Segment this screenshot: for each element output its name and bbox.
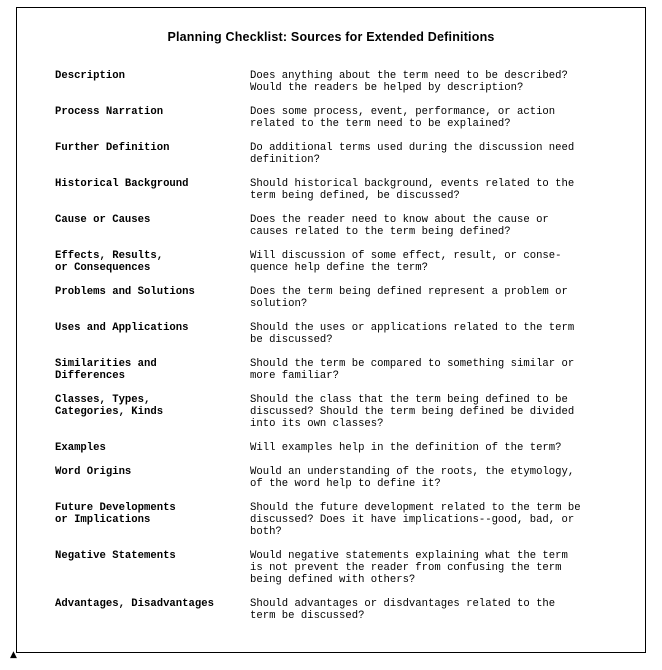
checklist-term: Cause or Causes <box>55 214 151 226</box>
checklist-question: Will examples help in the definition of the term? <box>250 442 562 454</box>
checklist-question: Would negative statements explaining what the term is not prevent the reader from confusing the term being defined with others? <box>250 550 568 586</box>
checklist-question: Should the term be compared to something similar or more familiar? <box>250 358 575 382</box>
checklist-term: Examples <box>55 442 106 454</box>
page-title: Planning Checklist: Sources for Extended Definitions <box>167 30 495 44</box>
checklist-row <box>55 442 645 454</box>
checklist-question: Should the uses or applications related to the term be discussed? <box>250 322 575 346</box>
checklist-question: Does some process, event, performance, or action related to the term need to be explained? <box>250 106 556 130</box>
corner-triangle-icon: ▲ <box>10 650 17 660</box>
checklist-question: Will discussion of some effect, result, or conse- quence help define the term? <box>250 250 562 274</box>
checklist-question: Would an understanding of the roots, the etymology, of the word help to define it? <box>250 466 575 490</box>
checklist-term: Similarities and Differences <box>55 358 157 382</box>
checklist-question: Should advantages or disdvantages related to the term be discussed? <box>250 598 556 622</box>
checklist-question: Should the class that the term being defined to be discussed? Should the term being defined be divided into its own classes? <box>250 394 575 430</box>
checklist-row <box>55 70 645 94</box>
checklist <box>55 70 645 634</box>
checklist-term: Further Definition <box>55 142 170 154</box>
checklist-term: Classes, Types, Categories, Kinds <box>55 394 164 418</box>
checklist-row <box>55 250 645 274</box>
checklist-term: Description <box>55 70 125 82</box>
checklist-row <box>55 358 645 382</box>
checklist-term: Negative Statements <box>55 550 176 562</box>
checklist-term: Problems and Solutions <box>55 286 195 298</box>
checklist-question: Does anything about the term need to be described? Would the readers be helped by description? <box>250 70 568 94</box>
checklist-row <box>55 214 645 238</box>
checklist-question: Do additional terms used during the discussion need definition? <box>250 142 575 166</box>
checklist-row <box>55 502 645 538</box>
checklist-term: Advantages, Disadvantages <box>55 598 214 610</box>
checklist-question: Does the reader need to know about the cause or causes related to the term being defined? <box>250 214 549 238</box>
checklist-term: Word Origins <box>55 466 132 478</box>
checklist-term: Effects, Results, or Consequences <box>55 250 164 274</box>
checklist-row <box>55 106 645 130</box>
checklist-term: Process Narration <box>55 106 164 118</box>
checklist-row <box>55 142 645 166</box>
checklist-term: Uses and Applications <box>55 322 189 334</box>
checklist-row <box>55 550 645 586</box>
checklist-question: Does the term being defined represent a problem or solution? <box>250 286 568 310</box>
checklist-row <box>55 394 645 430</box>
checklist-row <box>55 178 645 202</box>
checklist-row <box>55 466 645 490</box>
checklist-row <box>55 322 645 346</box>
checklist-term: Historical Background <box>55 178 189 190</box>
checklist-row <box>55 286 645 310</box>
checklist-row <box>55 598 645 622</box>
checklist-question: Should historical background, events related to the term being defined, be discussed? <box>250 178 575 202</box>
checklist-term: Future Developments or Implications <box>55 502 176 526</box>
checklist-question: Should the future development related to the term be discussed? Does it have implications--good, bad, or both? <box>250 502 581 538</box>
